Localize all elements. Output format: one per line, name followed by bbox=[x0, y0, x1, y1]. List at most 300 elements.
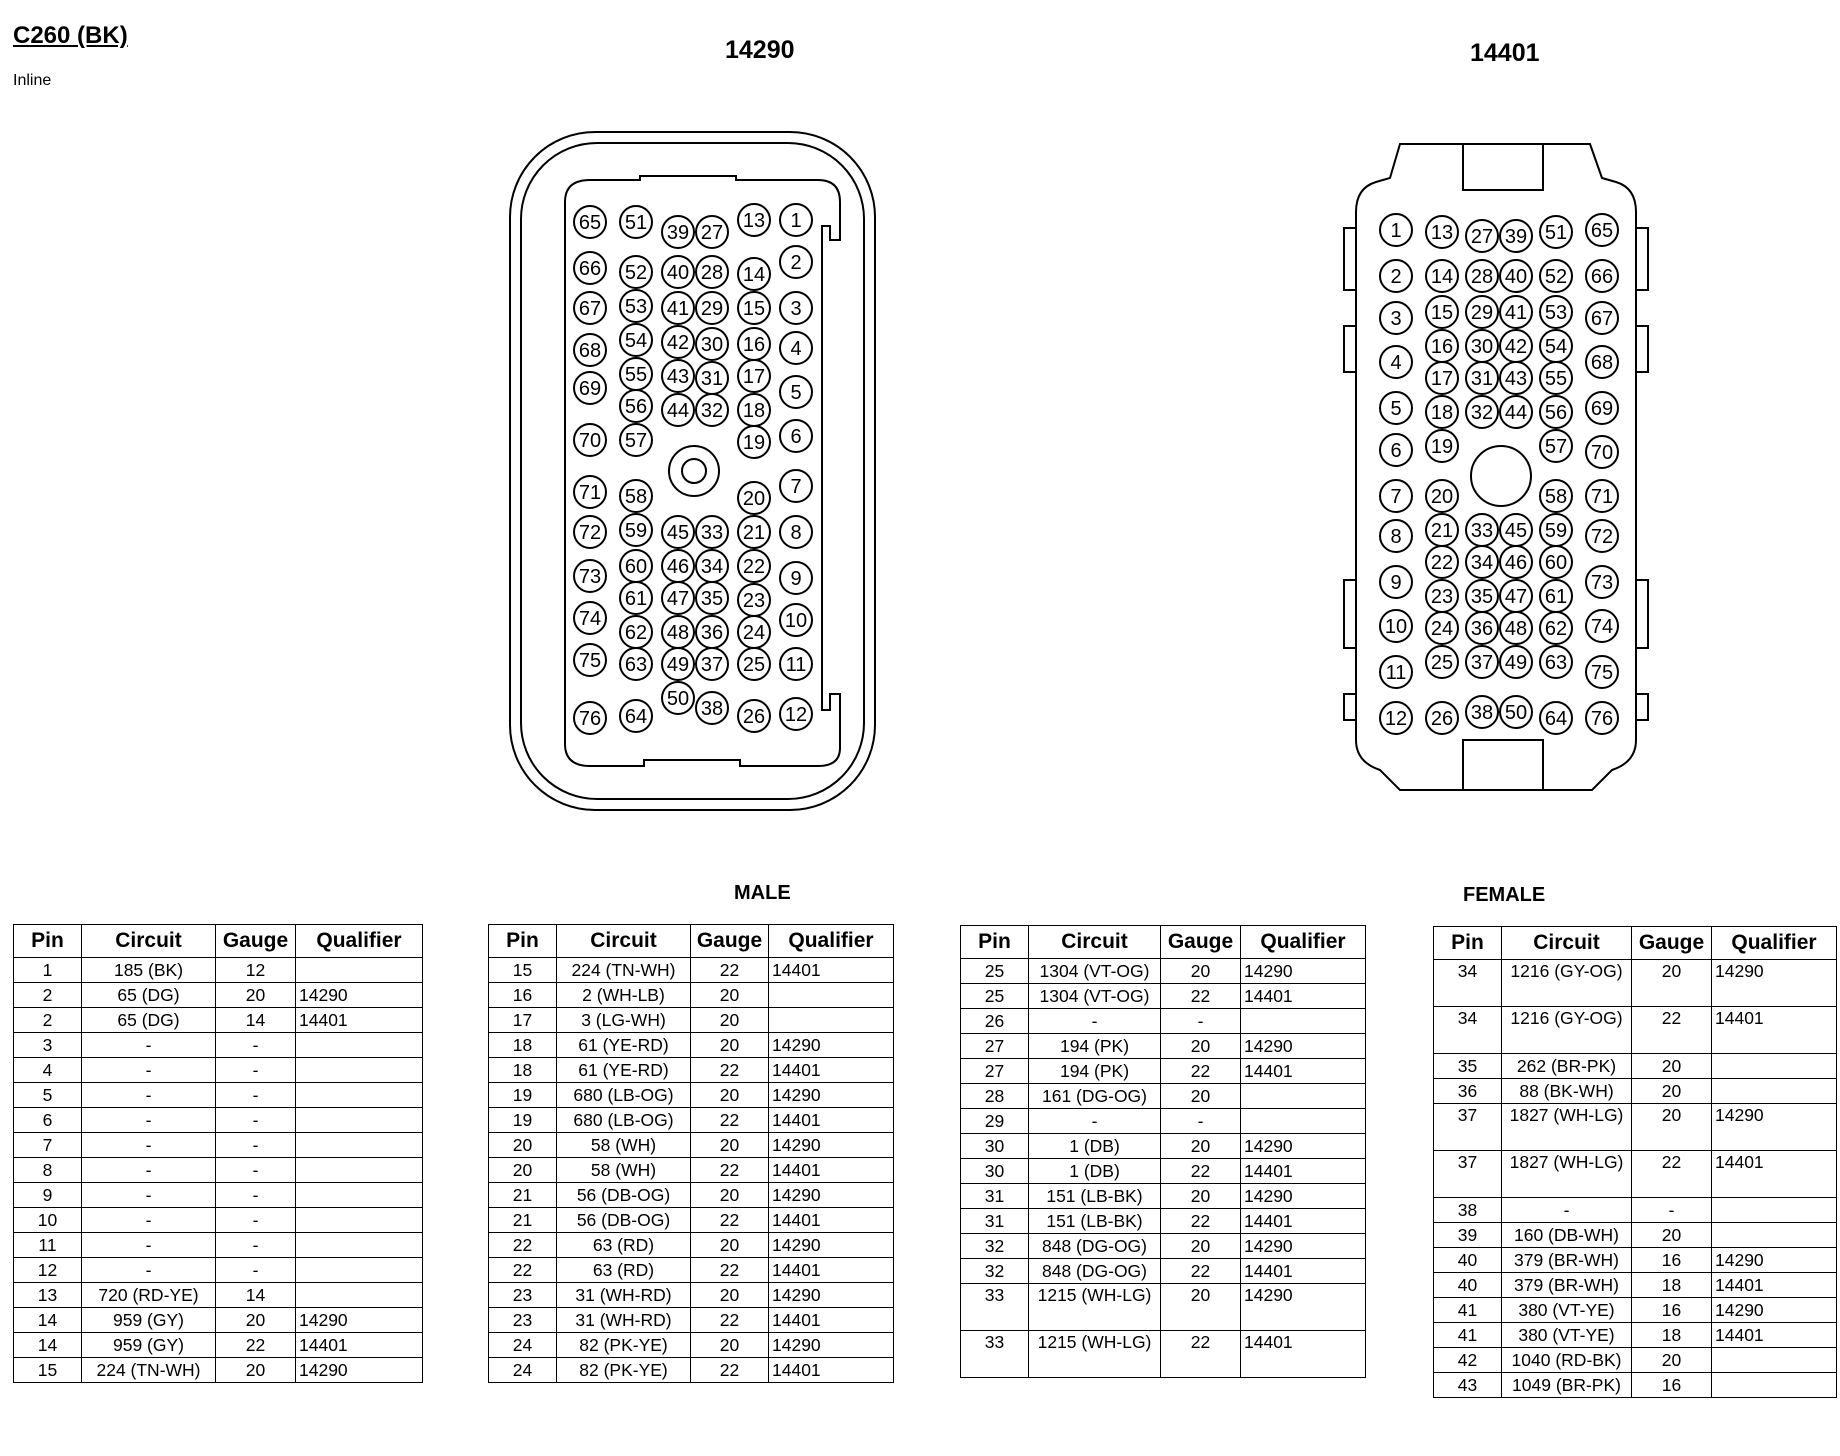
pin-number: 76 bbox=[578, 708, 602, 730]
cell-qualifier: 14290 bbox=[769, 1183, 894, 1208]
cell-qualifier bbox=[769, 983, 894, 1008]
pin-number: 23 bbox=[742, 590, 766, 612]
pin-number: 56 bbox=[1544, 402, 1568, 424]
table-row bbox=[961, 1159, 1366, 1184]
pin-number: 29 bbox=[700, 298, 724, 320]
table-row bbox=[1434, 1151, 1837, 1198]
cell-circuit: - bbox=[82, 1033, 216, 1058]
cell-pin: 21 bbox=[489, 1183, 557, 1208]
pin-table-1 bbox=[13, 924, 423, 1383]
cell-pin: 41 bbox=[1434, 1298, 1502, 1323]
female-pin-26 bbox=[1426, 702, 1458, 734]
male-pin-15 bbox=[738, 292, 770, 324]
connector-subtitle: Inline bbox=[13, 72, 52, 89]
cell-gauge: 20 bbox=[691, 983, 769, 1008]
cell-pin: 11 bbox=[14, 1233, 82, 1258]
pin-number: 45 bbox=[666, 522, 690, 544]
pin-number: 20 bbox=[1430, 486, 1454, 508]
female-pin-73 bbox=[1586, 566, 1618, 598]
cell-gauge: - bbox=[1161, 1109, 1241, 1134]
cell-circuit: - bbox=[1029, 1009, 1161, 1034]
pin-number: 25 bbox=[1430, 652, 1454, 674]
cell-gauge: 14 bbox=[216, 1283, 296, 1308]
cell-qualifier: 14290 bbox=[1241, 959, 1366, 984]
cell-gauge: - bbox=[216, 1083, 296, 1108]
female-pin-54 bbox=[1540, 330, 1572, 362]
male-pin-12 bbox=[780, 698, 812, 730]
pin-number: 56 bbox=[624, 396, 648, 418]
cell-gauge: 22 bbox=[691, 958, 769, 983]
cell-pin: 23 bbox=[489, 1283, 557, 1308]
pin-number: 24 bbox=[1430, 618, 1454, 640]
pin-number: 13 bbox=[1430, 222, 1454, 244]
pin-number: 48 bbox=[1504, 618, 1528, 640]
pin-number: 52 bbox=[1544, 266, 1568, 288]
table-row bbox=[489, 1358, 894, 1383]
male-pin-42 bbox=[662, 326, 694, 358]
qualifier-header: Qualifier bbox=[1241, 926, 1366, 959]
pin-number: 8 bbox=[790, 522, 802, 544]
pin-number: 5 bbox=[790, 382, 802, 404]
pin-number: 30 bbox=[1470, 336, 1494, 358]
cell-pin: 24 bbox=[489, 1333, 557, 1358]
male-pin-50 bbox=[662, 682, 694, 714]
pin-number: 7 bbox=[790, 476, 802, 498]
cell-circuit: - bbox=[1029, 1109, 1161, 1134]
cell-gauge: - bbox=[1632, 1198, 1712, 1223]
female-pin-61 bbox=[1540, 580, 1572, 612]
cell-qualifier bbox=[296, 1283, 423, 1308]
pin-number: 60 bbox=[624, 556, 648, 578]
cell-qualifier: 14401 bbox=[296, 1008, 423, 1033]
table-row bbox=[961, 1331, 1366, 1378]
cell-pin: 39 bbox=[1434, 1223, 1502, 1248]
cell-gauge: 22 bbox=[691, 1208, 769, 1233]
cell-gauge: 12 bbox=[216, 958, 296, 983]
male-pin-63 bbox=[620, 648, 652, 680]
cell-pin: 19 bbox=[489, 1108, 557, 1133]
female-pin-30 bbox=[1466, 330, 1498, 362]
pin-number: 51 bbox=[624, 212, 648, 234]
cell-pin: 40 bbox=[1434, 1248, 1502, 1273]
pin-header: Pin bbox=[1434, 927, 1502, 960]
cell-qualifier: 14401 bbox=[769, 1058, 894, 1083]
table-row bbox=[489, 983, 894, 1008]
male-pin-29 bbox=[696, 292, 728, 324]
pin-number: 7 bbox=[1390, 486, 1402, 508]
cell-circuit: 160 (DB-WH) bbox=[1502, 1223, 1632, 1248]
cell-gauge: 20 bbox=[691, 1183, 769, 1208]
cell-pin: 41 bbox=[1434, 1323, 1502, 1348]
cell-gauge: 20 bbox=[1161, 1184, 1241, 1209]
cell-gauge: 22 bbox=[691, 1058, 769, 1083]
male-pin-41 bbox=[662, 292, 694, 324]
pin-number: 27 bbox=[1470, 226, 1494, 248]
qualifier-header: Qualifier bbox=[1712, 927, 1837, 960]
cell-circuit: 61 (YE-RD) bbox=[557, 1033, 691, 1058]
cell-qualifier: 14290 bbox=[1241, 1284, 1366, 1331]
cell-pin: 26 bbox=[961, 1009, 1029, 1034]
cell-qualifier bbox=[1241, 1009, 1366, 1034]
male-pin-34 bbox=[696, 550, 728, 582]
pin-number: 31 bbox=[700, 368, 724, 390]
pin-number: 26 bbox=[742, 706, 766, 728]
cell-qualifier: 14290 bbox=[296, 983, 423, 1008]
male-pin-30 bbox=[696, 328, 728, 360]
cell-pin: 15 bbox=[14, 1358, 82, 1383]
pin-number: 65 bbox=[578, 212, 602, 234]
female-pin-47 bbox=[1500, 580, 1532, 612]
circuit-header: Circuit bbox=[557, 925, 691, 958]
cell-qualifier bbox=[296, 1108, 423, 1133]
pin-number: 67 bbox=[578, 298, 602, 320]
cell-gauge: - bbox=[216, 1108, 296, 1133]
cell-circuit: 65 (DG) bbox=[82, 983, 216, 1008]
cell-qualifier bbox=[1712, 1054, 1837, 1079]
male-pin-7 bbox=[780, 470, 812, 502]
cell-qualifier: 14290 bbox=[1712, 1298, 1837, 1323]
pin-number: 36 bbox=[700, 622, 724, 644]
cell-qualifier: 14290 bbox=[1712, 960, 1837, 1007]
table-row bbox=[489, 1083, 894, 1108]
cell-pin: 18 bbox=[489, 1058, 557, 1083]
pin-number: 71 bbox=[1590, 486, 1614, 508]
female-pin-66 bbox=[1586, 260, 1618, 292]
male-pin-69 bbox=[574, 372, 606, 404]
cell-circuit: 1215 (WH-LG) bbox=[1029, 1331, 1161, 1378]
male-pin-46 bbox=[662, 550, 694, 582]
pin-number: 15 bbox=[1430, 302, 1454, 324]
male-pin-62 bbox=[620, 616, 652, 648]
female-label: FEMALE bbox=[1463, 884, 1546, 906]
table-row bbox=[14, 983, 423, 1008]
pin-number: 45 bbox=[1504, 520, 1528, 542]
cell-qualifier: 14290 bbox=[769, 1083, 894, 1108]
female-pin-75 bbox=[1586, 656, 1618, 688]
right-connector-label: 14401 bbox=[1470, 39, 1540, 67]
female-pin-5 bbox=[1380, 392, 1412, 424]
table-row bbox=[489, 1283, 894, 1308]
cell-gauge: 20 bbox=[1161, 1084, 1241, 1109]
pin-number: 71 bbox=[578, 482, 602, 504]
pin-number: 22 bbox=[1430, 552, 1454, 574]
cell-circuit: - bbox=[82, 1183, 216, 1208]
cell-circuit: 56 (DB-OG) bbox=[557, 1183, 691, 1208]
pin-number: 40 bbox=[666, 262, 690, 284]
cell-circuit: 680 (LB-OG) bbox=[557, 1108, 691, 1133]
female-pin-71 bbox=[1586, 480, 1618, 512]
female-pin-29 bbox=[1466, 296, 1498, 328]
female-pin-3 bbox=[1380, 302, 1412, 334]
female-pin-63 bbox=[1540, 646, 1572, 678]
table-row bbox=[14, 1108, 423, 1133]
cell-pin: 12 bbox=[14, 1258, 82, 1283]
pin-number: 47 bbox=[666, 588, 690, 610]
cell-circuit: - bbox=[82, 1058, 216, 1083]
cell-circuit: 63 (RD) bbox=[557, 1233, 691, 1258]
qualifier-header: Qualifier bbox=[296, 925, 423, 958]
table-row bbox=[489, 1033, 894, 1058]
pin-number: 65 bbox=[1590, 220, 1614, 242]
pin-number: 58 bbox=[624, 486, 648, 508]
pin-number: 10 bbox=[784, 610, 808, 632]
pin-number: 15 bbox=[742, 298, 766, 320]
male-pin-57 bbox=[620, 424, 652, 456]
pin-number: 72 bbox=[1590, 526, 1614, 548]
cell-gauge: 20 bbox=[691, 1008, 769, 1033]
table-row bbox=[14, 1083, 423, 1108]
cell-qualifier: 14401 bbox=[769, 1258, 894, 1283]
cell-qualifier bbox=[296, 1208, 423, 1233]
cell-circuit: 63 (RD) bbox=[557, 1258, 691, 1283]
male-pin-47 bbox=[662, 582, 694, 614]
pin-number: 75 bbox=[578, 650, 602, 672]
male-pin-28 bbox=[696, 256, 728, 288]
cell-gauge: - bbox=[216, 1158, 296, 1183]
male-pin-24 bbox=[738, 616, 770, 648]
cell-circuit: 224 (TN-WH) bbox=[82, 1358, 216, 1383]
pin-number: 42 bbox=[1504, 336, 1528, 358]
cell-qualifier: 14290 bbox=[296, 1358, 423, 1383]
cell-circuit: - bbox=[82, 1258, 216, 1283]
cell-circuit: 151 (LB-BK) bbox=[1029, 1209, 1161, 1234]
female-pin-72 bbox=[1586, 520, 1618, 552]
cell-circuit: 959 (GY) bbox=[82, 1308, 216, 1333]
cell-gauge: 22 bbox=[216, 1333, 296, 1358]
pin-number: 63 bbox=[624, 654, 648, 676]
table-row bbox=[1434, 1079, 1837, 1104]
female-pin-25 bbox=[1426, 646, 1458, 678]
table-row bbox=[14, 1308, 423, 1333]
cell-pin: 24 bbox=[489, 1358, 557, 1383]
female-pin-24 bbox=[1426, 612, 1458, 644]
cell-circuit: - bbox=[82, 1108, 216, 1133]
female-pin-49 bbox=[1500, 646, 1532, 678]
male-pin-49 bbox=[662, 648, 694, 680]
cell-gauge: 22 bbox=[691, 1358, 769, 1383]
female-pin-65 bbox=[1586, 214, 1618, 246]
table-row bbox=[489, 1133, 894, 1158]
male-pin-74 bbox=[574, 602, 606, 634]
cell-gauge: 20 bbox=[1632, 1054, 1712, 1079]
cell-pin: 27 bbox=[961, 1059, 1029, 1084]
male-pin-64 bbox=[620, 700, 652, 732]
male-pin-9 bbox=[780, 562, 812, 594]
female-pin-35 bbox=[1466, 580, 1498, 612]
cell-pin: 19 bbox=[489, 1083, 557, 1108]
pin-number: 47 bbox=[1504, 586, 1528, 608]
male-pin-70 bbox=[574, 424, 606, 456]
cell-pin: 40 bbox=[1434, 1273, 1502, 1298]
pin-number: 53 bbox=[624, 296, 648, 318]
male-pin-54 bbox=[620, 324, 652, 356]
female-pin-16 bbox=[1426, 330, 1458, 362]
cell-circuit: 379 (BR-WH) bbox=[1502, 1248, 1632, 1273]
pin-number: 3 bbox=[1390, 308, 1402, 330]
cell-pin: 42 bbox=[1434, 1348, 1502, 1373]
cell-gauge: 20 bbox=[1632, 1104, 1712, 1151]
male-pin-71 bbox=[574, 476, 606, 508]
cell-qualifier bbox=[296, 1083, 423, 1108]
cell-gauge: 22 bbox=[1161, 1059, 1241, 1084]
pin-number: 38 bbox=[1470, 702, 1494, 724]
cell-gauge: 16 bbox=[1632, 1373, 1712, 1398]
male-pin-67 bbox=[574, 292, 606, 324]
cell-gauge: 20 bbox=[1632, 960, 1712, 1007]
male-pin-8 bbox=[780, 516, 812, 548]
cell-pin: 37 bbox=[1434, 1104, 1502, 1151]
pin-number: 44 bbox=[1504, 402, 1528, 424]
female-pin-59 bbox=[1540, 514, 1572, 546]
cell-qualifier: 14401 bbox=[1241, 1159, 1366, 1184]
female-pin-31 bbox=[1466, 362, 1498, 394]
cell-pin: 7 bbox=[14, 1133, 82, 1158]
pin-number: 6 bbox=[1390, 440, 1402, 462]
table-row bbox=[14, 1033, 423, 1058]
female-pin-53 bbox=[1540, 296, 1572, 328]
cell-gauge: 18 bbox=[1632, 1273, 1712, 1298]
male-pin-13 bbox=[738, 204, 770, 236]
pin-number: 12 bbox=[784, 704, 808, 726]
cell-qualifier bbox=[296, 1058, 423, 1083]
pin-number: 32 bbox=[700, 400, 724, 422]
male-pin-17 bbox=[738, 360, 770, 392]
cell-circuit: 185 (BK) bbox=[82, 958, 216, 983]
pin-number: 63 bbox=[1544, 652, 1568, 674]
cell-pin: 5 bbox=[14, 1083, 82, 1108]
pin-number: 9 bbox=[790, 568, 802, 590]
pin-number: 60 bbox=[1544, 552, 1568, 574]
male-pin-58 bbox=[620, 480, 652, 512]
male-pin-10 bbox=[780, 604, 812, 636]
male-label: MALE bbox=[734, 882, 791, 904]
female-pin-23 bbox=[1426, 580, 1458, 612]
table-row bbox=[14, 1133, 423, 1158]
female-pin-40 bbox=[1500, 260, 1532, 292]
table-row bbox=[961, 1059, 1366, 1084]
pin-number: 46 bbox=[666, 556, 690, 578]
male-pin-14 bbox=[738, 258, 770, 290]
pin-number: 69 bbox=[1590, 398, 1614, 420]
pin-number: 64 bbox=[1544, 708, 1568, 730]
male-pin-51 bbox=[620, 206, 652, 238]
table-row bbox=[489, 1233, 894, 1258]
male-pin-1 bbox=[780, 204, 812, 236]
table-row bbox=[961, 1109, 1366, 1134]
table-row bbox=[1434, 1007, 1837, 1054]
pin-number: 35 bbox=[1470, 586, 1494, 608]
pin-number: 31 bbox=[1470, 368, 1494, 390]
cell-gauge: 22 bbox=[691, 1308, 769, 1333]
table-row bbox=[1434, 1348, 1837, 1373]
female-pin-27 bbox=[1466, 220, 1498, 252]
pin-number: 66 bbox=[578, 258, 602, 280]
cell-pin: 14 bbox=[14, 1333, 82, 1358]
pin-number: 54 bbox=[624, 330, 648, 352]
cell-gauge: 20 bbox=[1161, 1134, 1241, 1159]
pin-number: 24 bbox=[742, 622, 766, 644]
male-pin-25 bbox=[738, 648, 770, 680]
cell-pin: 3 bbox=[14, 1033, 82, 1058]
cell-pin: 21 bbox=[489, 1208, 557, 1233]
male-pin-39 bbox=[662, 216, 694, 248]
pin-number: 50 bbox=[666, 688, 690, 710]
table-row bbox=[14, 1158, 423, 1183]
pin-number: 19 bbox=[1430, 436, 1454, 458]
male-pin-32 bbox=[696, 394, 728, 426]
table-row bbox=[1434, 1273, 1837, 1298]
male-pin-56 bbox=[620, 390, 652, 422]
gauge-header: Gauge bbox=[216, 925, 296, 958]
cell-pin: 13 bbox=[14, 1283, 82, 1308]
cell-gauge: 20 bbox=[216, 983, 296, 1008]
female-pin-19 bbox=[1426, 430, 1458, 462]
cell-circuit: 194 (PK) bbox=[1029, 1034, 1161, 1059]
pin-number: 39 bbox=[666, 222, 690, 244]
cell-circuit: 3 (LG-WH) bbox=[557, 1008, 691, 1033]
male-pin-6 bbox=[780, 420, 812, 452]
pin-number: 4 bbox=[1390, 352, 1402, 374]
pin-number: 48 bbox=[666, 622, 690, 644]
cell-gauge: 20 bbox=[1161, 959, 1241, 984]
cell-circuit: 161 (DG-OG) bbox=[1029, 1084, 1161, 1109]
cell-qualifier: 14290 bbox=[769, 1033, 894, 1058]
cell-qualifier bbox=[296, 1183, 423, 1208]
cell-qualifier: 14401 bbox=[1712, 1273, 1837, 1298]
pin-number: 69 bbox=[578, 378, 602, 400]
female-pin-70 bbox=[1586, 436, 1618, 468]
cell-pin: 2 bbox=[14, 983, 82, 1008]
table-row bbox=[489, 1158, 894, 1183]
male-pin-55 bbox=[620, 358, 652, 390]
cell-pin: 15 bbox=[489, 958, 557, 983]
cell-gauge: 20 bbox=[691, 1233, 769, 1258]
cell-circuit: 31 (WH-RD) bbox=[557, 1283, 691, 1308]
pin-table-3 bbox=[960, 925, 1366, 1378]
cell-qualifier bbox=[1241, 1109, 1366, 1134]
cell-qualifier: 14290 bbox=[1712, 1248, 1837, 1273]
table-row bbox=[489, 1108, 894, 1133]
cell-pin: 29 bbox=[961, 1109, 1029, 1134]
table-row bbox=[1434, 1323, 1837, 1348]
pin-number: 72 bbox=[578, 522, 602, 544]
pin-number: 76 bbox=[1590, 708, 1614, 730]
female-pin-36 bbox=[1466, 612, 1498, 644]
cell-qualifier: 14290 bbox=[1241, 1034, 1366, 1059]
male-pin-72 bbox=[574, 516, 606, 548]
cell-qualifier bbox=[296, 1033, 423, 1058]
cell-pin: 33 bbox=[961, 1331, 1029, 1378]
table-row bbox=[14, 1283, 423, 1308]
cell-pin: 38 bbox=[1434, 1198, 1502, 1223]
cell-gauge: 20 bbox=[1632, 1223, 1712, 1248]
cell-qualifier: 14290 bbox=[769, 1283, 894, 1308]
pin-number: 13 bbox=[742, 210, 766, 232]
cell-pin: 16 bbox=[489, 983, 557, 1008]
male-pin-22 bbox=[738, 550, 770, 582]
pin-number: 8 bbox=[1390, 526, 1402, 548]
female-pin-46 bbox=[1500, 546, 1532, 578]
cell-gauge: 22 bbox=[691, 1108, 769, 1133]
male-pin-4 bbox=[780, 332, 812, 364]
pin-number: 37 bbox=[1470, 652, 1494, 674]
cell-gauge: - bbox=[216, 1133, 296, 1158]
table-row bbox=[489, 1333, 894, 1358]
cell-qualifier: 14401 bbox=[296, 1333, 423, 1358]
pin-number: 50 bbox=[1504, 702, 1528, 724]
cell-qualifier: 14401 bbox=[1712, 1007, 1837, 1054]
female-pin-2 bbox=[1380, 260, 1412, 292]
